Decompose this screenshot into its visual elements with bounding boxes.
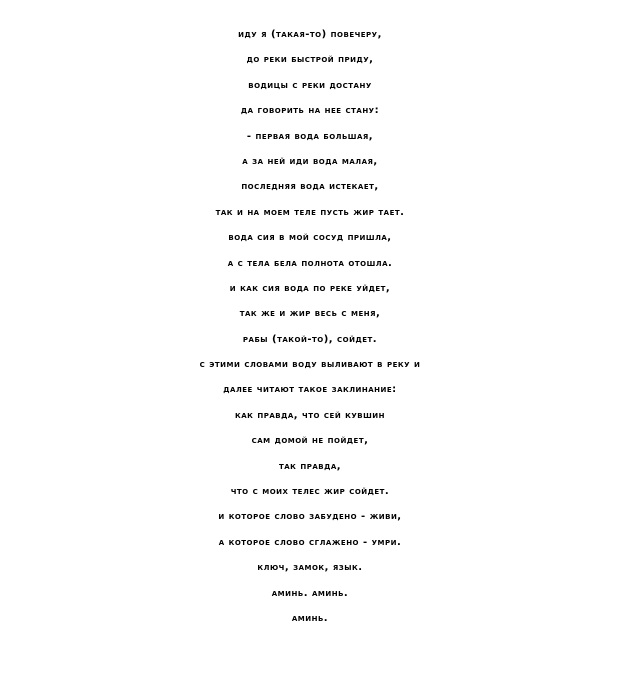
text-line: так правда, [278,460,342,472]
text-line: далее читают такое заклинание: [223,384,397,396]
text-line: и которое слово забудено - живи, [218,511,402,523]
text-line: с этими словами воду выливают в реку и [199,359,421,371]
text-line: а которое слово сглажено - умри. [218,536,402,548]
text-line: а с тела бела полнота отошла. [227,257,393,269]
text-line: как правда, что сей кувшин [235,409,385,421]
text-line: да говорить на нее стану: [240,105,380,117]
text-line: и как сия вода по реке уйдет, [229,282,391,294]
text-line: ключ, замок, язык. [257,562,363,574]
text-line: так и на моем теле пусть жир тает. [215,206,405,218]
text-line: что с моих телес жир сойдет. [230,486,390,498]
text-line: вода сия в мой сосуд пришла, [228,232,392,244]
text-line: аминь. аминь. [271,587,349,599]
text-line: так же и жир весь с меня, [239,308,381,320]
spell-text [0,22,620,631]
text-line: водицы с реки достану [248,79,372,91]
text-line: иду я (такая-то) повечеру, [238,29,382,40]
text-line: до реки быстрой приду, [246,54,374,66]
text-line: аминь. [291,612,329,624]
text-line: - первая вода большая, [246,130,374,142]
text-line: сам домой не пойдет, [251,435,369,447]
text-line: рабы (такой-то), сойдет. [242,333,378,345]
text-line: а за ней иди вода малая, [242,155,378,167]
text-line: последняя вода истекает, [241,181,379,193]
